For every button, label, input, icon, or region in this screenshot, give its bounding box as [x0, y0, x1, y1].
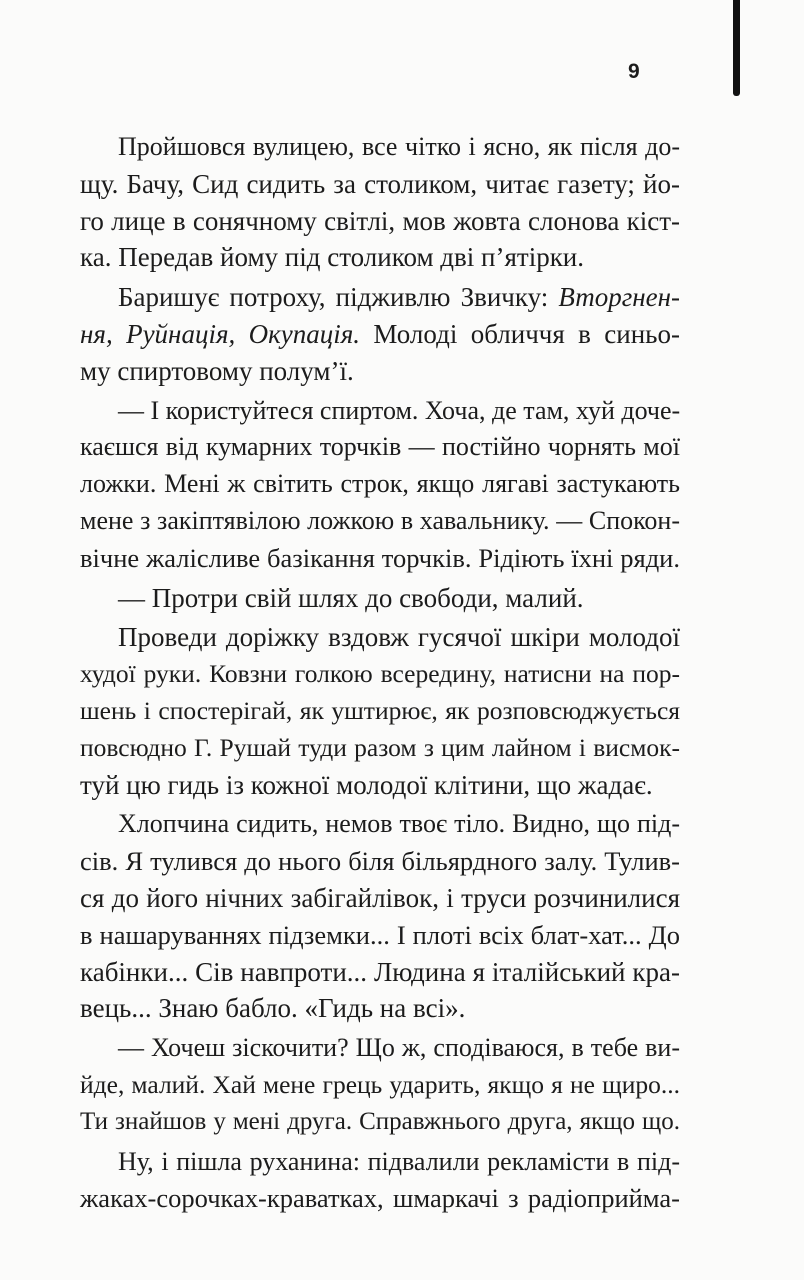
text-line: жаках-сорочках-краватках, шмаркачі з радіоприйма- — [80, 1183, 680, 1214]
text-line: щу. Бачу, Сид сидить за столиком, читає газету; йо- — [80, 168, 680, 199]
text-line: кабінки... Сів навпроти... Людина я італійський кра- — [80, 956, 680, 987]
text-line: го лице в сонячному світлі, мов жовта слонова кіст- — [80, 205, 680, 236]
text-line: туй цю гидь із кожної молодої клітини, що жадає. — [80, 769, 653, 800]
italic-text: ня, Руйнація, Окупація. — [80, 318, 361, 349]
page-edge-mark — [733, 0, 740, 96]
text-line: мене з закіптявілою ложкою в хавальнику. — Спокон- — [80, 505, 680, 535]
text-line: ся до його нічних забігайлівок, і труси розчинилися — [80, 882, 680, 913]
text-line: — Протри свій шлях до свободи, малий. — [118, 582, 584, 613]
text-line: вічне жалісливе базікання торчків. Рідіють їхні ряди. — [80, 542, 680, 573]
text-line: ка. Передав йому під столиком дві п’ятірки. — [80, 242, 585, 273]
text-line: Ну, і пішла руханина: підвалили рекламісти в під- — [118, 1146, 680, 1176]
text-line: Ти знайшов у мені друга. Справжнього друга, якщо що. — [80, 1107, 680, 1135]
text-line: — Хочеш зіскочити? Що ж, сподіваюся, в тебе ви- — [118, 1033, 680, 1063]
text-line: сів. Я тулився до нього біля більярдного залу. Тулив- — [80, 846, 680, 877]
text-segment: Баришує потроху, підживлю Звичку: — [118, 282, 559, 313]
text-line: йде, малий. Хай мене грець ударить, якщо я не щиро... — [80, 1069, 680, 1099]
text-line — [80, 316, 680, 353]
text-line: — І користуйтеся спиртом. Хоча, де там, хуй доче- — [118, 395, 681, 425]
text-line: вець... Знаю бабло. «Гидь на всі». — [80, 993, 466, 1024]
text-line: Хлопчина сидить, немов твоє тіло. Видно, що під- — [118, 809, 680, 839]
text-line: каєшся від кумарних торчків — постійно чорнять мої — [80, 432, 680, 462]
text-line: в нашаруваннях підземки... І плоті всіх блат-хат... До — [80, 919, 680, 950]
text-line: худої руки. Ковзни голкою всередину, натисни на пор- — [80, 659, 680, 689]
page-number: 9 — [628, 60, 640, 83]
text-line: му спиртовому полум’ї. — [80, 355, 354, 386]
text-line: Проведи доріжку вздовж гусячої шкіри молодої — [118, 622, 680, 653]
text-line: ложки. Мені ж світить строк, якщо лягаві застукають — [80, 469, 680, 499]
text-line: повсюдно Г. Рушай туди разом з цим лайном і висмок- — [80, 732, 680, 762]
italic-text: Вторгнен- — [558, 282, 680, 313]
text-line: Пройшовся вулицею, все чітко і ясно, як після до- — [118, 132, 680, 161]
text-line — [80, 279, 680, 316]
body-text — [80, 129, 680, 1217]
text-line: шень і спостерігай, як уштирює, як розповсюджується — [80, 695, 680, 725]
text-segment: Молоді обличчя в синьо- — [360, 318, 680, 349]
